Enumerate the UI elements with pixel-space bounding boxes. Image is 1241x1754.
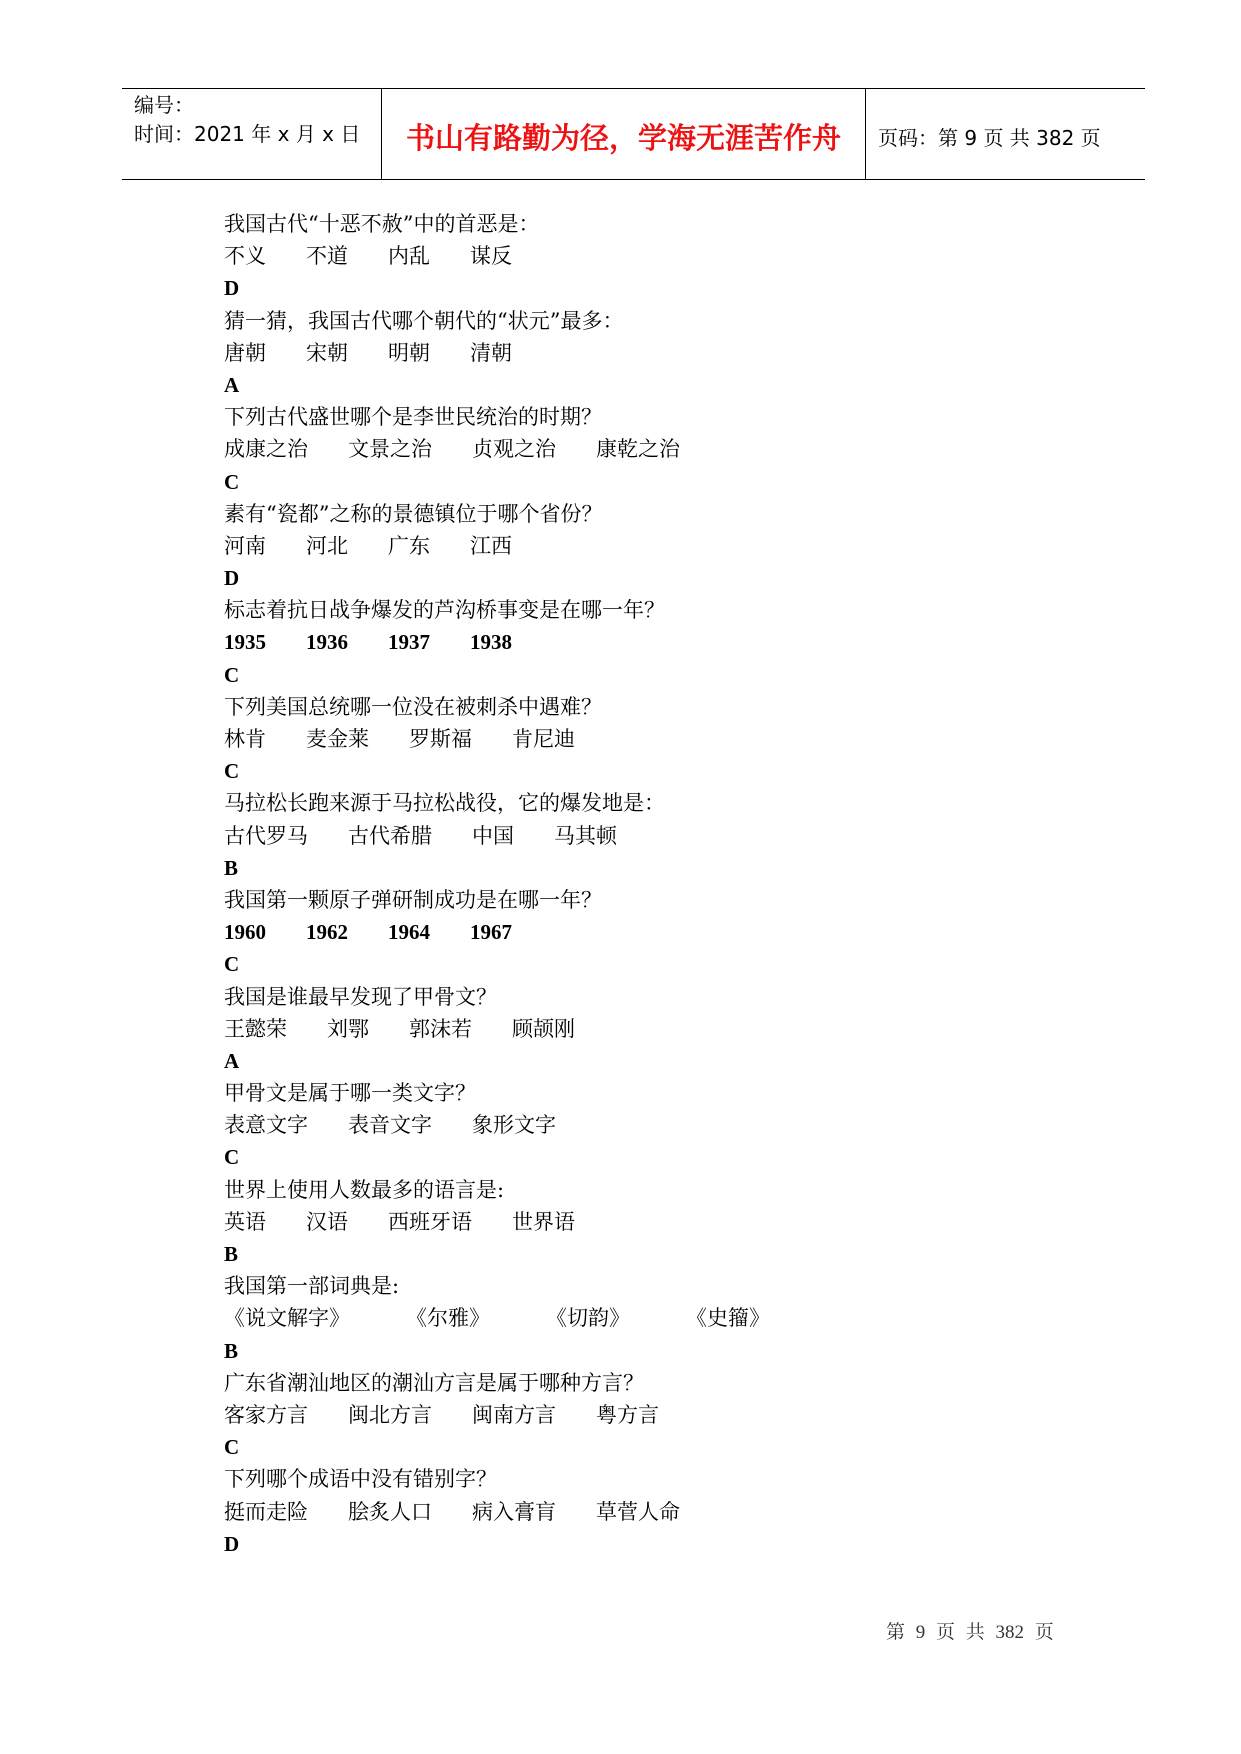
option-item: 《尔雅》 xyxy=(406,1306,490,1331)
option-item: 唐朝 xyxy=(224,340,266,365)
header-motto: 书山有路勤为径，学海无涯苦作舟 xyxy=(382,89,866,179)
answer-key: A xyxy=(224,372,240,397)
question-options xyxy=(224,433,1124,465)
question-text: 下列哪个成语中没有错别字？ xyxy=(224,1467,497,1492)
page-footer: 第 9 页 共 382 页 xyxy=(886,1622,1054,1643)
document-time-label: 时间：2021 年 x 月 x 日 xyxy=(134,122,361,146)
question-text: 下列古代盛世哪个是李世民统治的时期？ xyxy=(224,405,602,430)
answer-key: C xyxy=(224,759,240,784)
option-item: 表意文字 xyxy=(224,1113,308,1138)
option-item: 文景之治 xyxy=(348,437,432,462)
option-item: 《史籀》 xyxy=(686,1306,770,1331)
question-options xyxy=(224,240,1124,272)
option-item: 不道 xyxy=(306,244,348,269)
answer-key: D xyxy=(224,566,240,591)
option-item: 刘鄂 xyxy=(327,1016,369,1041)
question-text: 我国第一颗原子弹研制成功是在哪一年？ xyxy=(224,887,602,912)
answer-key: C xyxy=(224,952,240,977)
option-item: 肯尼迪 xyxy=(512,727,575,751)
option-item: 汉语 xyxy=(306,1209,348,1234)
option-item: 古代希腊 xyxy=(348,823,432,848)
option-item: 表音文字 xyxy=(348,1113,432,1138)
option-item: 世界语 xyxy=(512,1209,575,1234)
option-item: 广东 xyxy=(388,533,430,558)
question-text: 世界上使用人数最多的语言是: xyxy=(224,1177,505,1202)
option-item: 内乱 xyxy=(388,244,430,269)
question-text: 广东省潮汕地区的潮汕方言是属于哪种方言？ xyxy=(224,1370,644,1395)
option-item: 1937 xyxy=(388,630,430,655)
question-options xyxy=(224,530,1124,562)
document-number-label: 编号： xyxy=(134,93,194,117)
question-text: 我国是谁最早发现了甲骨文？ xyxy=(224,984,497,1009)
option-item: 草菅人命 xyxy=(596,1499,680,1524)
option-item: 西班牙语 xyxy=(388,1209,472,1234)
option-item: 病入膏肓 xyxy=(472,1499,556,1524)
question-options xyxy=(224,820,1124,852)
question-text: 我国古代“十恶不赦”中的首恶是： xyxy=(224,212,540,236)
option-item: 中国 xyxy=(472,823,514,848)
answer-key: C xyxy=(224,662,240,687)
option-item: 《说文解字》 xyxy=(224,1306,350,1331)
option-item: 贞观之治 xyxy=(472,437,556,462)
option-item: 闽南方言 xyxy=(472,1402,556,1427)
option-item: 《切韵》 xyxy=(546,1306,630,1331)
option-item: 明朝 xyxy=(388,340,430,365)
option-item: 康乾之治 xyxy=(596,437,680,462)
option-item: 罗斯福 xyxy=(409,727,472,751)
question-options xyxy=(224,1399,1124,1431)
answer-key: C xyxy=(224,469,240,494)
option-item: 林肯 xyxy=(224,727,266,751)
question-text: 下列美国总统哪一位没在被刺杀中遇难？ xyxy=(224,694,602,719)
question-options xyxy=(224,1206,1124,1238)
option-item: 闽北方言 xyxy=(348,1402,432,1427)
option-item: 1967 xyxy=(470,920,512,945)
option-item: 1960 xyxy=(224,920,266,945)
option-item: 不义 xyxy=(224,244,266,269)
question-list xyxy=(224,208,1124,1560)
question-options xyxy=(224,723,1124,755)
question-options xyxy=(224,1013,1124,1045)
answer-key: B xyxy=(224,855,239,880)
option-item: 1964 xyxy=(388,920,430,945)
option-item: 江西 xyxy=(470,533,512,558)
question-text: 甲骨文是属于哪一类文字？ xyxy=(224,1081,476,1106)
option-item: 1936 xyxy=(306,630,348,655)
header-meta xyxy=(122,89,382,179)
question-options xyxy=(224,1496,1124,1528)
question-text: 标志着抗日战争爆发的芦沟桥事变是在哪一年？ xyxy=(224,598,665,623)
question-options xyxy=(224,916,1124,948)
answer-key: B xyxy=(224,1338,239,1363)
question-text: 素有“瓷都”之称的景德镇位于哪个省份？ xyxy=(224,501,603,526)
question-text: 猜一猜，我国古代哪个朝代的“状元”最多： xyxy=(224,308,624,333)
page-header xyxy=(122,88,1145,180)
option-item: 英语 xyxy=(224,1209,266,1234)
option-item: 象形文字 xyxy=(472,1113,556,1138)
option-item: 麦金莱 xyxy=(306,727,369,751)
option-item: 王懿荣 xyxy=(224,1016,287,1041)
answer-key: C xyxy=(224,1145,240,1170)
option-item: 客家方言 xyxy=(224,1402,308,1427)
option-item: 顾颉刚 xyxy=(512,1016,575,1041)
answer-key: B xyxy=(224,1242,239,1266)
option-item: 谋反 xyxy=(470,244,512,269)
answer-key: C xyxy=(224,1435,240,1460)
question-text: 马拉松长跑来源于马拉松战役，它的爆发地是： xyxy=(224,791,665,816)
question-text: 我国第一部词典是: xyxy=(224,1274,400,1299)
question-options xyxy=(224,1109,1124,1141)
option-item: 挺而走险 xyxy=(224,1499,308,1524)
header-page-number: 页码：第 9 页 共 382 页 xyxy=(878,125,1101,150)
option-item: 郭沫若 xyxy=(409,1016,472,1041)
option-item: 宋朝 xyxy=(306,340,348,365)
option-item: 古代罗马 xyxy=(224,823,308,848)
option-item: 1938 xyxy=(470,630,512,655)
answer-key: A xyxy=(224,1048,240,1073)
option-item: 河南 xyxy=(224,533,266,558)
option-item: 粤方言 xyxy=(596,1402,659,1427)
option-item: 1935 xyxy=(224,630,266,655)
option-item: 河北 xyxy=(306,533,348,558)
option-item: 成康之治 xyxy=(224,437,308,462)
option-item: 清朝 xyxy=(470,340,512,365)
answer-key: D xyxy=(224,276,240,301)
answer-key: D xyxy=(224,1531,240,1556)
question-options xyxy=(224,337,1124,369)
option-item: 马其顿 xyxy=(554,823,617,848)
question-options xyxy=(224,626,1124,658)
question-options xyxy=(224,1302,1124,1334)
option-item: 1962 xyxy=(306,920,348,945)
option-item: 脍炙人口 xyxy=(348,1499,432,1524)
